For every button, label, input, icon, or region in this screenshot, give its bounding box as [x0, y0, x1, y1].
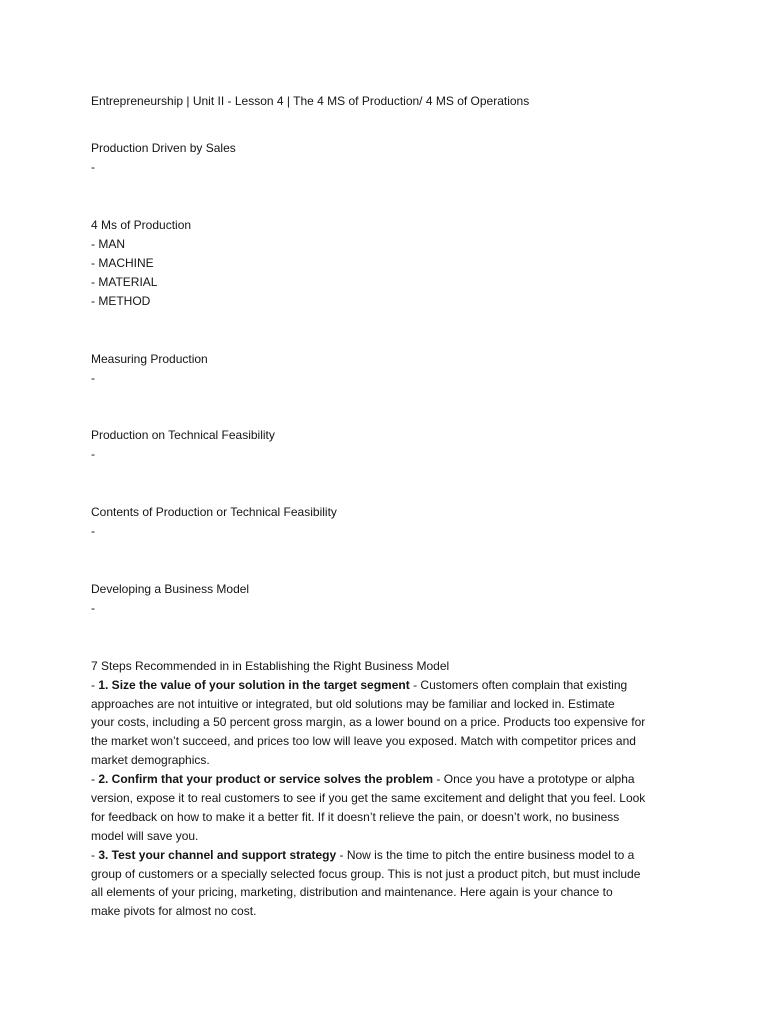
section-4-ms-of-production [91, 216, 768, 310]
document-title: Entrepreneurship | Unit II - Lesson 4 | The 4 MS of Production/ 4 MS of Operations [91, 93, 530, 108]
section-line: - [91, 160, 95, 175]
step-text: - Once you have a prototype or alpha [433, 772, 635, 787]
list-item: - MACHINE [91, 255, 154, 270]
step-2 [91, 770, 768, 846]
step-text: - Customers often complain that existing [409, 677, 628, 692]
step-lead: 3. Test your channel and support strategy [98, 847, 337, 862]
section-heading: Production Driven by Sales [91, 141, 236, 156]
step-first-line [91, 770, 768, 789]
section-heading: Contents of Production or Technical Feasibility [91, 505, 337, 520]
step-line: your costs, including a 50 percent gross margin, as a lower bound on a price. Products too expensive for [91, 715, 646, 730]
section-line: - [91, 524, 95, 539]
step-text: - Now is the time to pitch the entire business model to a [336, 847, 635, 862]
section-7-steps [91, 657, 768, 921]
section-production-driven-by-sales [91, 139, 768, 177]
step-line: the market won’t succeed, and prices too low will leave you exposed. Match with competitor prices and [91, 734, 636, 749]
list-item: - METHOD [91, 293, 151, 308]
step-1 [91, 676, 768, 770]
section-heading: Developing a Business Model [91, 581, 250, 596]
section-line: - [91, 600, 95, 615]
step-lead: 1. Size the value of your solution in the target segment [98, 677, 410, 692]
step-line: for feedback on how to make it a better fit. If it doesn’t relieve the pain, or doesn’t work, no business [91, 809, 620, 824]
step-line: model will save you. [91, 828, 199, 843]
step-lead: 2. Confirm that your product or service solves the problem [98, 772, 434, 787]
section-heading: 4 Ms of Production [91, 218, 192, 233]
step-first-line [91, 676, 768, 695]
step-line: approaches are not intuitive or integrated, but old solutions may be familiar and locked in. Estimate [91, 696, 615, 711]
section-line: - [91, 370, 95, 385]
step-bullet: - [91, 847, 99, 862]
section-line: - [91, 447, 95, 462]
list-item: - MATERIAL [91, 274, 158, 289]
section-heading: Production on Technical Feasibility [91, 428, 275, 443]
section-contents-of-production [91, 503, 768, 541]
step-line: version, expose it to real customers to see if you get the same excitement and delight that you feel. Look [91, 790, 646, 805]
step-line: all elements of your pricing, marketing, distribution and maintenance. Here again is your chance to [91, 885, 613, 900]
list-item: - MAN [91, 237, 125, 252]
step-line: make pivots for almost no cost. [91, 904, 257, 919]
steps-heading: 7 Steps Recommended in in Establishing the Right Business Model [91, 658, 450, 673]
step-bullet: - [91, 677, 99, 692]
step-bullet: - [91, 772, 99, 787]
section-heading: Measuring Production [91, 351, 208, 366]
section-measuring-production [91, 350, 768, 388]
section-production-on-technical-feasibility [91, 426, 768, 464]
step-line: market demographics. [91, 753, 210, 768]
step-line: group of customers or a specially selected focus group. This is not just a product pitch, but must include [91, 866, 641, 881]
step-3 [91, 846, 768, 922]
section-developing-a-business-model [91, 580, 768, 618]
step-first-line [91, 846, 768, 865]
